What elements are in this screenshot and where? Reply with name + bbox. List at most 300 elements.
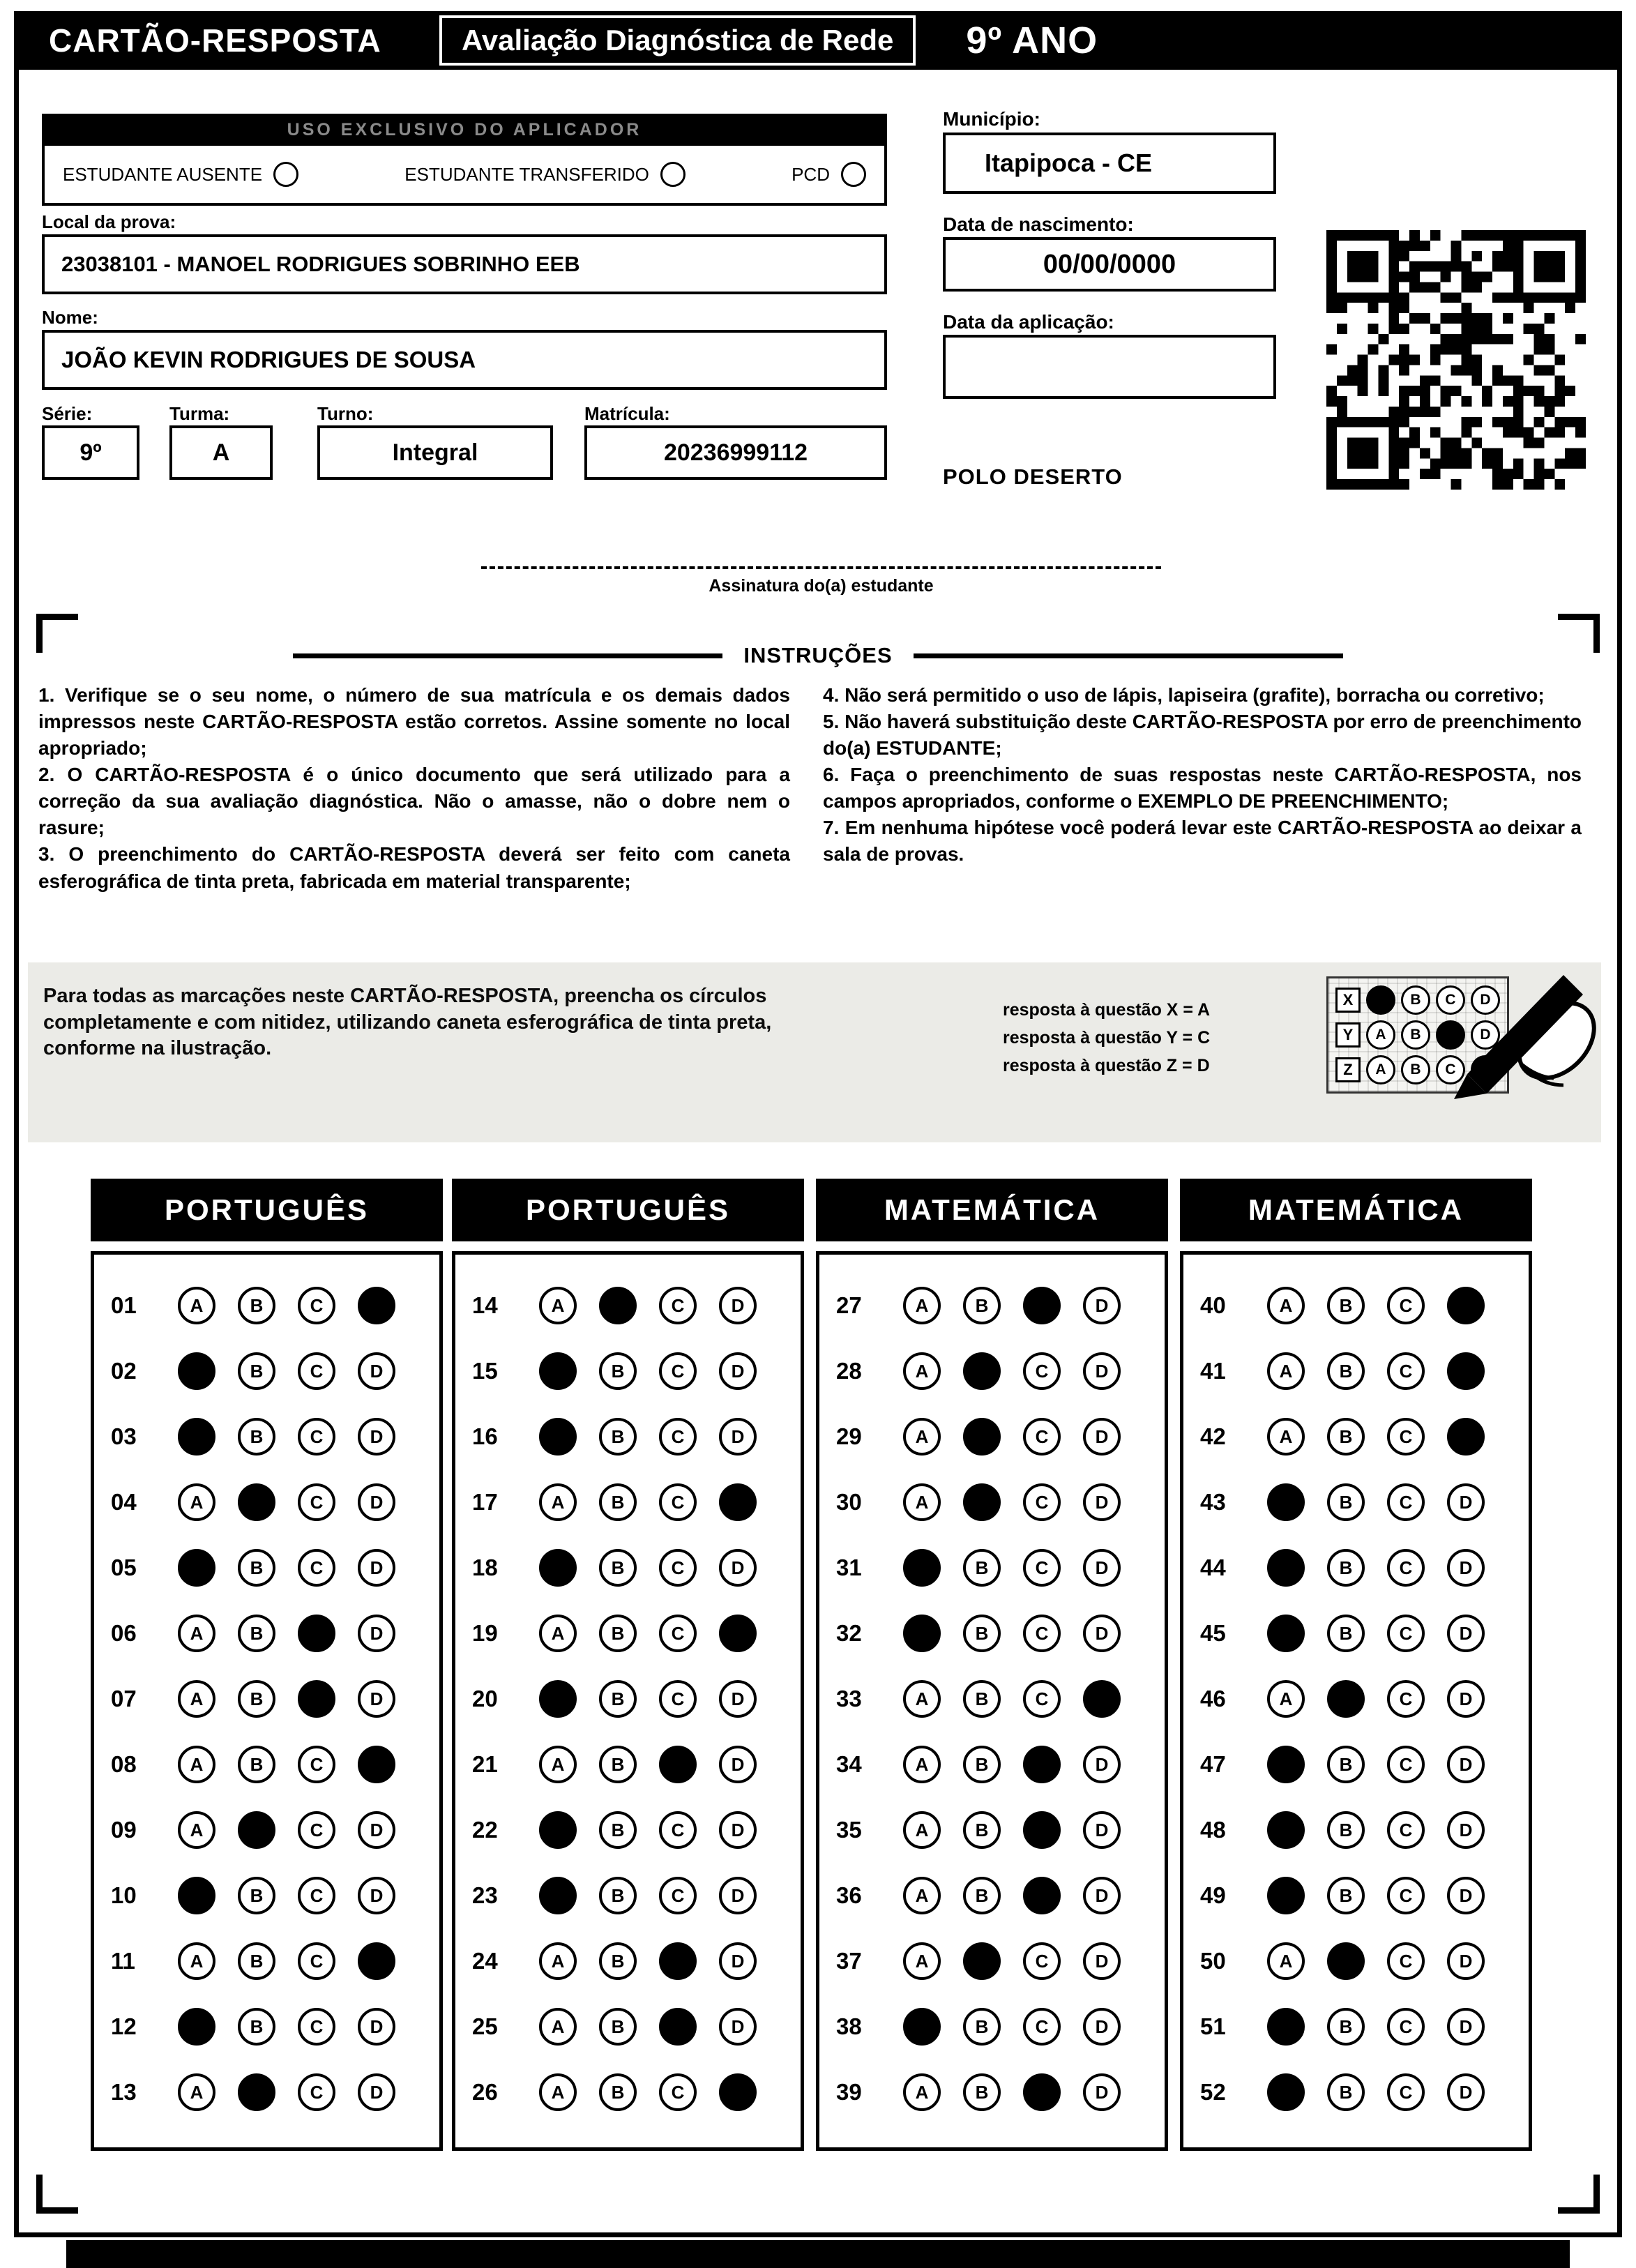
aplicador-block xyxy=(42,114,887,206)
answer-bubble[interactable] xyxy=(599,2008,637,2046)
answer-bubble[interactable] xyxy=(238,1615,275,1652)
answer-bubble[interactable] xyxy=(298,1287,335,1324)
answer-bubble[interactable] xyxy=(1083,1418,1121,1456)
bubble-letter: B xyxy=(250,1557,264,1578)
answer-bubble-filled[interactable] xyxy=(1447,1287,1485,1324)
answer-bubble-filled[interactable] xyxy=(963,1942,1001,1980)
answer-bubble[interactable] xyxy=(539,2008,577,2046)
answer-bubble[interactable] xyxy=(298,1549,335,1587)
answer-bubble[interactable] xyxy=(659,1680,697,1718)
answer-bubble-filled[interactable] xyxy=(1267,1483,1305,1521)
answer-bubble[interactable] xyxy=(1083,1877,1121,1914)
bubble-letter: B xyxy=(1339,1884,1353,1906)
answer-bubble[interactable] xyxy=(1366,1020,1395,1050)
answer-bubble[interactable] xyxy=(1267,1352,1305,1390)
answer-bubble-filled[interactable] xyxy=(1366,985,1395,1015)
answer-bubble[interactable] xyxy=(358,1549,395,1587)
answer-bubble[interactable] xyxy=(358,1483,395,1521)
answer-bubble[interactable] xyxy=(1023,1549,1061,1587)
bubble-letter: B xyxy=(1339,1622,1353,1644)
answer-bubble[interactable] xyxy=(1023,1942,1061,1980)
answer-bubble[interactable] xyxy=(963,1287,1001,1324)
aplicacao-label: Data da aplicação: xyxy=(943,311,1114,333)
answer-bubble[interactable] xyxy=(1387,1942,1425,1980)
bubble-letter xyxy=(310,1688,324,1710)
answer-bubble-filled[interactable] xyxy=(963,1352,1001,1390)
answer-bubble[interactable] xyxy=(1267,1418,1305,1456)
question-row xyxy=(1200,1404,1529,1469)
answer-bubble[interactable] xyxy=(298,2073,335,2111)
answer-bubble[interactable] xyxy=(599,1549,637,1587)
question-number: 20 xyxy=(472,1686,498,1711)
answer-bubble-filled[interactable] xyxy=(719,1483,757,1521)
answer-bubble[interactable] xyxy=(1083,1483,1121,1521)
answer-bubble[interactable] xyxy=(659,1877,697,1914)
answer-bubble[interactable] xyxy=(719,1418,757,1456)
bubble-letter: D xyxy=(731,1950,745,1972)
bubble-letter: C xyxy=(310,1884,324,1906)
answer-bubble[interactable] xyxy=(358,1352,395,1390)
bubble-letter: B xyxy=(611,1884,625,1906)
bubble-letter: C xyxy=(310,2016,324,2037)
answer-bubble-filled[interactable] xyxy=(539,1418,577,1456)
answer-bubble[interactable] xyxy=(178,1287,215,1324)
answer-bubble[interactable] xyxy=(1447,1680,1485,1718)
answer-bubble[interactable] xyxy=(1023,1418,1061,1456)
answer-bubble[interactable] xyxy=(1023,1352,1061,1390)
question-number: 28 xyxy=(836,1358,862,1384)
bubble-letter xyxy=(976,1951,989,1972)
answer-bubble[interactable] xyxy=(1267,1680,1305,1718)
answer-bubble[interactable] xyxy=(903,2073,941,2111)
bubble-letter xyxy=(732,1492,745,1513)
answer-bubble[interactable] xyxy=(1447,1942,1485,1980)
answer-bubble[interactable] xyxy=(1083,1352,1121,1390)
question-number: 41 xyxy=(1200,1358,1226,1384)
answer-bubble-filled[interactable] xyxy=(903,1615,941,1652)
bubble-letter xyxy=(672,1754,685,1776)
answer-bubble[interactable] xyxy=(659,1615,697,1652)
answer-bubble[interactable] xyxy=(298,1483,335,1521)
bubble-letter xyxy=(1280,1623,1293,1645)
bubble-letter: C xyxy=(1399,2016,1413,2037)
answer-bubble[interactable] xyxy=(903,1942,941,1980)
answer-bubble[interactable] xyxy=(539,1287,577,1324)
answer-bubble[interactable] xyxy=(1366,1055,1395,1084)
signature-line[interactable] xyxy=(481,566,1161,569)
answer-bubble[interactable] xyxy=(719,1746,757,1783)
answer-bubble[interactable] xyxy=(1387,1746,1425,1783)
answer-bubble-filled[interactable] xyxy=(298,1680,335,1718)
answer-bubble[interactable] xyxy=(719,1352,757,1390)
local-prova-label: Local da prova: xyxy=(42,211,176,232)
question-number: 37 xyxy=(836,1948,862,1974)
answer-bubble[interactable] xyxy=(599,1942,637,1980)
answer-bubble[interactable] xyxy=(1401,1020,1430,1050)
answer-bubble[interactable] xyxy=(178,1483,215,1521)
answer-bubble[interactable] xyxy=(1387,1483,1425,1521)
answer-bubble[interactable] xyxy=(358,1615,395,1652)
nascimento-value: 00/00/0000 xyxy=(943,237,1276,292)
answer-bubble[interactable] xyxy=(1327,1549,1365,1587)
answer-bubble[interactable] xyxy=(903,1811,941,1849)
bubble-letter: A xyxy=(915,1753,929,1775)
answer-bubble[interactable] xyxy=(1083,1942,1121,1980)
bubble-letter: C xyxy=(671,1819,685,1840)
answer-bubble[interactable] xyxy=(539,2073,577,2111)
answer-bubble-filled[interactable] xyxy=(1023,1287,1061,1324)
answer-bubble[interactable] xyxy=(1447,2073,1485,2111)
answer-bubble[interactable] xyxy=(1447,2008,1485,2046)
answer-bubble[interactable] xyxy=(1387,1418,1425,1456)
answer-bubble-filled[interactable] xyxy=(238,1483,275,1521)
question-number: 15 xyxy=(472,1358,498,1384)
answer-bubble[interactable] xyxy=(1023,1680,1061,1718)
answer-bubble[interactable] xyxy=(1387,1680,1425,1718)
question-row xyxy=(111,1732,439,1797)
answer-bubble[interactable] xyxy=(1327,1287,1365,1324)
answer-bubble[interactable] xyxy=(539,1615,577,1652)
answer-bubble[interactable] xyxy=(1447,1483,1485,1521)
instruction-item: 3. O preenchimento do CARTÃO-RESPOSTA deverá ser feito com caneta esferográfica de tinta preta, fabricada em material transparente; xyxy=(38,843,790,892)
bubble-letter xyxy=(1460,1361,1473,1382)
question-row xyxy=(836,1797,1165,1863)
answer-bubble-filled[interactable] xyxy=(238,1811,275,1849)
bubble-letter: D xyxy=(1095,1819,1109,1840)
answer-bubble[interactable] xyxy=(963,1811,1001,1849)
answer-bubble-filled[interactable] xyxy=(358,1942,395,1980)
answer-bubble[interactable] xyxy=(719,1680,757,1718)
answer-bubble[interactable] xyxy=(963,1746,1001,1783)
answer-bubble[interactable] xyxy=(178,2073,215,2111)
answer-bubble[interactable] xyxy=(599,2073,637,2111)
answer-bubble-filled[interactable] xyxy=(903,1549,941,1587)
answer-bubble[interactable] xyxy=(1401,1055,1430,1084)
signature-label: Assinatura do(a) estudante xyxy=(709,576,934,596)
bubble-letter xyxy=(190,2016,204,2038)
answer-bubble-filled[interactable] xyxy=(1267,1549,1305,1587)
answer-bubble[interactable] xyxy=(1327,1615,1365,1652)
answer-bubble[interactable] xyxy=(599,1680,637,1718)
bubble-letter: B xyxy=(1339,2081,1353,2103)
answer-bubble[interactable] xyxy=(238,1418,275,1456)
bubble-letter: C xyxy=(310,1360,324,1382)
answer-bubble-filled[interactable] xyxy=(178,1352,215,1390)
answer-bubble[interactable] xyxy=(1447,1615,1485,1652)
answer-bubble[interactable] xyxy=(1387,2073,1425,2111)
answer-bubble[interactable] xyxy=(599,1811,637,1849)
bubble-letter: C xyxy=(1035,1360,1049,1382)
question-row xyxy=(836,1601,1165,1666)
bubble-letter: A xyxy=(915,1884,929,1906)
answer-bubble[interactable] xyxy=(719,1549,757,1587)
answer-bubble[interactable] xyxy=(358,1680,395,1718)
answer-bubble[interactable] xyxy=(1083,1811,1121,1849)
answer-bubble[interactable] xyxy=(539,1746,577,1783)
instruction-item: 4. Não será permitido o uso de lápis, lapiseira (grafite), borracha ou corretivo; xyxy=(823,684,1545,706)
answer-bubble[interactable] xyxy=(238,1549,275,1587)
question-number: 16 xyxy=(472,1423,498,1449)
bubble-letter: B xyxy=(975,1557,989,1578)
bubble-letter: B xyxy=(975,1294,989,1316)
bubble-letter xyxy=(1280,1820,1293,1841)
answer-bubble[interactable] xyxy=(719,1877,757,1914)
answer-bubble[interactable] xyxy=(298,1746,335,1783)
answer-bubble[interactable] xyxy=(178,1615,215,1652)
answer-bubble[interactable] xyxy=(1327,1352,1365,1390)
answer-bubble[interactable] xyxy=(238,1287,275,1324)
answer-bubble[interactable] xyxy=(1387,1549,1425,1587)
answer-bubble-filled[interactable] xyxy=(1023,1811,1061,1849)
answer-bubble[interactable] xyxy=(903,1418,941,1456)
bubble-letter xyxy=(916,1557,929,1579)
answer-bubble-filled[interactable] xyxy=(1267,1811,1305,1849)
answer-bubble[interactable] xyxy=(659,2073,697,2111)
answer-bubble[interactable] xyxy=(238,2008,275,2046)
answer-bubble[interactable] xyxy=(1023,1615,1061,1652)
bubble-letter: C xyxy=(671,1360,685,1382)
answer-bubble[interactable] xyxy=(1267,1942,1305,1980)
bubble-letter xyxy=(612,1295,625,1317)
answer-bubble[interactable] xyxy=(1083,1287,1121,1324)
bubble-letter: D xyxy=(1095,1884,1109,1906)
answer-bubble-filled[interactable] xyxy=(963,1418,1001,1456)
answer-bubble[interactable] xyxy=(178,1680,215,1718)
answer-bubble-filled[interactable] xyxy=(1267,1877,1305,1914)
answer-bubble[interactable] xyxy=(1447,1549,1485,1587)
answer-bubble[interactable] xyxy=(1267,1287,1305,1324)
registration-mark-top-right xyxy=(1558,614,1600,653)
bubble-letter xyxy=(1375,992,1386,1008)
answer-bubble[interactable] xyxy=(358,2073,395,2111)
answer-bubble-filled[interactable] xyxy=(539,1680,577,1718)
answer-bubble[interactable] xyxy=(719,1287,757,1324)
answer-bubble[interactable] xyxy=(1083,1549,1121,1587)
question-row xyxy=(472,1863,801,1928)
answer-bubble[interactable] xyxy=(963,1680,1001,1718)
answer-bubble[interactable] xyxy=(298,1418,335,1456)
answer-bubble-filled[interactable] xyxy=(298,1615,335,1652)
answer-bubble[interactable] xyxy=(1387,2008,1425,2046)
transferido-mark-circle[interactable] xyxy=(660,162,686,187)
bubble-letter xyxy=(672,1951,685,1972)
answer-bubble[interactable] xyxy=(963,1877,1001,1914)
bubble-letter: D xyxy=(731,1557,745,1578)
answer-bubble-filled[interactable] xyxy=(659,1746,697,1783)
answer-bubble[interactable] xyxy=(1083,1615,1121,1652)
answer-bubble[interactable] xyxy=(719,1811,757,1849)
answer-bubble[interactable] xyxy=(963,2073,1001,2111)
answer-bubble[interactable] xyxy=(358,1877,395,1914)
answer-bubble[interactable] xyxy=(719,1942,757,1980)
answer-bubble[interactable] xyxy=(719,2008,757,2046)
answer-bubble[interactable] xyxy=(1083,1746,1121,1783)
answer-bubble-filled[interactable] xyxy=(178,1549,215,1587)
bubble-letter: D xyxy=(1095,1753,1109,1775)
answer-bubble-filled[interactable] xyxy=(1267,2008,1305,2046)
answer-bubble-filled[interactable] xyxy=(719,1615,757,1652)
answer-bubble-filled[interactable] xyxy=(903,2008,941,2046)
bubble-letter: D xyxy=(731,1884,745,1906)
answer-bubble[interactable] xyxy=(1327,1877,1365,1914)
question-number: 17 xyxy=(472,1489,498,1515)
answer-bubble[interactable] xyxy=(298,1352,335,1390)
answer-bubble[interactable] xyxy=(298,1877,335,1914)
answer-bubble[interactable] xyxy=(963,1615,1001,1652)
bubble-letter: D xyxy=(731,1426,745,1447)
pcd-mark-circle[interactable] xyxy=(841,162,866,187)
answer-bubble[interactable] xyxy=(1447,1746,1485,1783)
answer-bubble-filled[interactable] xyxy=(599,1287,637,1324)
answer-bubble[interactable] xyxy=(903,1352,941,1390)
bubble-letter: B xyxy=(975,1688,989,1709)
answer-bubble-filled[interactable] xyxy=(1083,1680,1121,1718)
answer-bubble[interactable] xyxy=(1327,1746,1365,1783)
answer-bubble[interactable] xyxy=(178,1942,215,1980)
bubble-letter: B xyxy=(611,2081,625,2103)
answer-bubble[interactable] xyxy=(659,1418,697,1456)
answer-bubble[interactable] xyxy=(178,1746,215,1783)
answer-bubble-filled[interactable] xyxy=(719,2073,757,2111)
question-row xyxy=(1200,1601,1529,1666)
bubble-letter xyxy=(672,2016,685,2038)
answer-bubble[interactable] xyxy=(1327,1483,1365,1521)
answer-bubble[interactable] xyxy=(238,1352,275,1390)
answer-bubble[interactable] xyxy=(903,1746,941,1783)
instructions-title: INSTRUÇÕES xyxy=(743,643,893,667)
answer-bubble-filled[interactable] xyxy=(539,1549,577,1587)
bubble-letter: B xyxy=(1410,1061,1421,1078)
turma-value: A xyxy=(169,425,273,480)
answer-bubble-filled[interactable] xyxy=(178,1418,215,1456)
answer-bubble[interactable] xyxy=(659,1811,697,1849)
answer-bubble[interactable] xyxy=(1387,1287,1425,1324)
answer-bubble-filled[interactable] xyxy=(1327,1942,1365,1980)
answer-bubble[interactable] xyxy=(238,1746,275,1783)
question-number: 52 xyxy=(1200,2079,1226,2105)
bubble-letter: A xyxy=(551,1294,565,1316)
answer-bubble[interactable] xyxy=(903,1287,941,1324)
answer-bubble[interactable] xyxy=(539,1942,577,1980)
bubble-letter: C xyxy=(1399,2081,1413,2103)
answer-bubble[interactable] xyxy=(358,2008,395,2046)
answer-bubble[interactable] xyxy=(659,1549,697,1587)
answer-bubble-filled[interactable] xyxy=(1023,1746,1061,1783)
bubble-letter xyxy=(732,2082,745,2103)
answer-bubble-filled[interactable] xyxy=(659,2008,697,2046)
answer-bubble-filled[interactable] xyxy=(358,1287,395,1324)
answer-bubble[interactable] xyxy=(1401,985,1430,1015)
answer-bubble[interactable] xyxy=(599,1746,637,1783)
answer-bubble[interactable] xyxy=(1387,1615,1425,1652)
answer-section xyxy=(452,1179,804,2151)
answer-bubble[interactable] xyxy=(358,1811,395,1849)
answer-bubble[interactable] xyxy=(1387,1352,1425,1390)
question-number: 05 xyxy=(111,1555,137,1580)
answer-bubble[interactable] xyxy=(1447,1877,1485,1914)
bubble-letter: B xyxy=(611,1753,625,1775)
answer-bubble-filled[interactable] xyxy=(1267,2073,1305,2111)
answer-bubble[interactable] xyxy=(1327,1418,1365,1456)
answer-bubble[interactable] xyxy=(903,1877,941,1914)
answer-bubble[interactable] xyxy=(1023,2008,1061,2046)
bubble-letter: B xyxy=(250,1426,264,1447)
answer-bubble[interactable] xyxy=(238,1680,275,1718)
answer-bubble-filled[interactable] xyxy=(178,1877,215,1914)
answer-bubble[interactable] xyxy=(1447,1811,1485,1849)
answer-rows xyxy=(91,1251,443,2151)
bubble-letter: D xyxy=(370,1688,384,1709)
answer-bubble-filled[interactable] xyxy=(659,1942,697,1980)
answer-bubble-filled[interactable] xyxy=(1023,2073,1061,2111)
answer-bubble-filled[interactable] xyxy=(178,2008,215,2046)
answer-bubble[interactable] xyxy=(298,2008,335,2046)
answer-bubble[interactable] xyxy=(358,1418,395,1456)
question-row xyxy=(1200,1469,1529,1535)
answer-bubble[interactable] xyxy=(1327,2008,1365,2046)
answer-bubble-filled[interactable] xyxy=(1267,1746,1305,1783)
answer-bubble[interactable] xyxy=(1023,1483,1061,1521)
answer-bubble[interactable] xyxy=(1387,1877,1425,1914)
answer-bubble[interactable] xyxy=(599,1615,637,1652)
bubble-letter: C xyxy=(1399,1753,1413,1775)
answer-bubble-filled[interactable] xyxy=(539,1352,577,1390)
question-number: 26 xyxy=(472,2079,498,2105)
answer-section-title: PORTUGUÊS xyxy=(91,1179,443,1241)
answer-bubble-filled[interactable] xyxy=(1447,1352,1485,1390)
answer-bubble[interactable] xyxy=(659,1352,697,1390)
answer-bubble[interactable] xyxy=(903,1483,941,1521)
answer-bubble[interactable] xyxy=(238,1942,275,1980)
answer-bubble-filled[interactable] xyxy=(963,1483,1001,1521)
answer-bubble[interactable] xyxy=(298,1811,335,1849)
answer-bubble[interactable] xyxy=(599,1483,637,1521)
answer-bubble[interactable] xyxy=(599,1418,637,1456)
question-row xyxy=(472,1273,801,1338)
answer-bubble[interactable] xyxy=(1083,2073,1121,2111)
bubble-letter xyxy=(732,1623,745,1645)
answer-bubble[interactable] xyxy=(178,1811,215,1849)
matricula-label: Matrícula: xyxy=(584,403,670,424)
ausente-mark-circle[interactable] xyxy=(273,162,298,187)
answer-bubble-filled[interactable] xyxy=(539,1811,577,1849)
answer-bubble-filled[interactable] xyxy=(539,1877,577,1914)
bubble-letter xyxy=(976,1361,989,1382)
answer-bubble[interactable] xyxy=(539,1483,577,1521)
answer-bubble[interactable] xyxy=(963,1549,1001,1587)
answer-bubble[interactable] xyxy=(659,1287,697,1324)
answer-bubble[interactable] xyxy=(1327,2073,1365,2111)
answer-bubble-filled[interactable] xyxy=(1023,1877,1061,1914)
answer-bubble-filled[interactable] xyxy=(1267,1615,1305,1652)
answer-bubble-filled[interactable] xyxy=(1327,1680,1365,1718)
bubble-letter xyxy=(552,1820,565,1841)
bubble-letter xyxy=(552,1426,565,1448)
answer-bubble[interactable] xyxy=(903,1680,941,1718)
answer-bubble[interactable] xyxy=(1387,1811,1425,1849)
answer-bubble[interactable] xyxy=(963,2008,1001,2046)
answer-bubble[interactable] xyxy=(1083,2008,1121,2046)
answer-bubble[interactable] xyxy=(238,1877,275,1914)
answer-bubble-filled[interactable] xyxy=(238,2073,275,2111)
answer-bubble-filled[interactable] xyxy=(1447,1418,1485,1456)
answer-bubble[interactable] xyxy=(1327,1811,1365,1849)
answer-bubble-filled[interactable] xyxy=(358,1746,395,1783)
answer-bubble[interactable] xyxy=(599,1352,637,1390)
answer-bubble[interactable] xyxy=(599,1877,637,1914)
answer-bubble[interactable] xyxy=(659,1483,697,1521)
answer-bubble[interactable] xyxy=(298,1942,335,1980)
